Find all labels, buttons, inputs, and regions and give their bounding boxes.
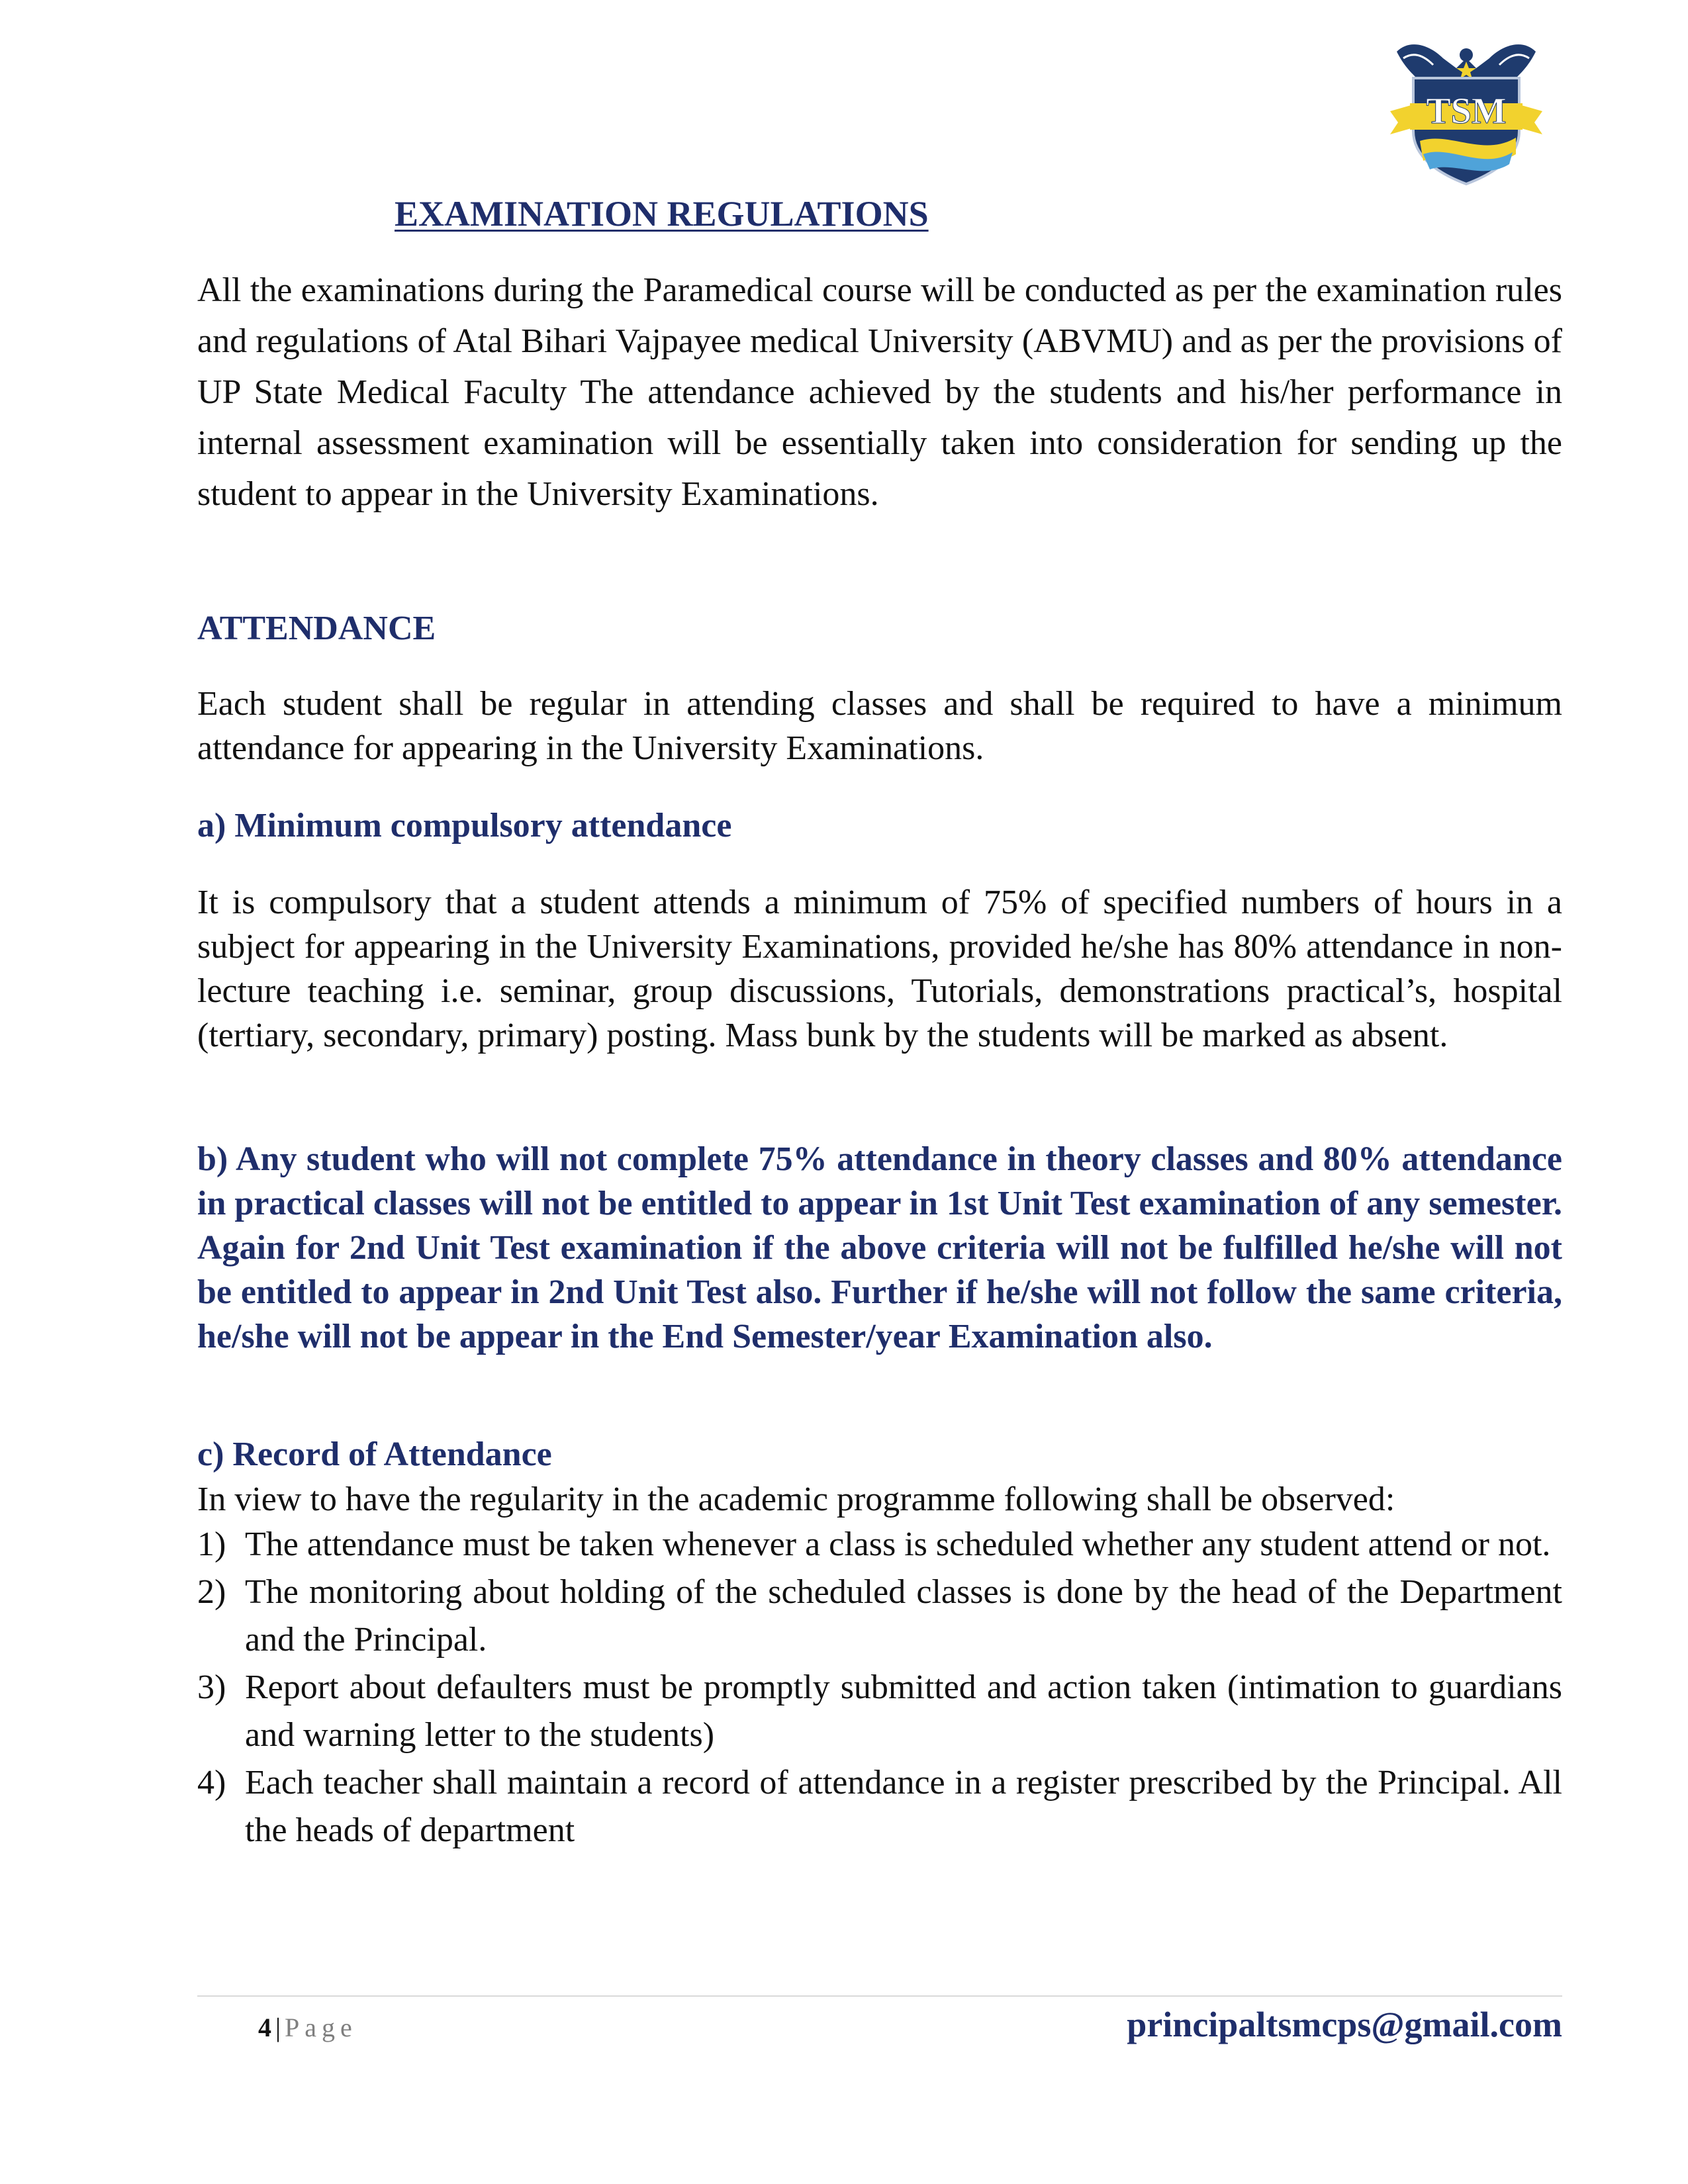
intro-paragraph: All the examinations during the Paramedical course will be conducted as per the examination rules and regulations of Atal Bihari Vajpayee medical University (ABVMU) and as per the provisions of UP State Medical Faculty The attendance achieved by the students and his/her performance in internal assessment examination will be essentially taken into consideration for sending up the student to appear in the University Examinations. <box>197 271 1562 513</box>
section-c-heading: c) Record of Attendance <box>197 1435 552 1473</box>
section-a-paragraph: It is compulsory that a student attends a minimum of 75% of specified numbers of hours in a subject for appearing in the University Examinations, provided he/she has 80% attendance in non-lecture teaching i.e. seminar, group discussions, Tutorials, demonstrations practical’s, hospital (tertiary, secondary, primary) posting. Mass bunk by the students will be marked as absent. <box>197 884 1562 1054</box>
page-word: Page <box>285 2013 357 2042</box>
list-item <box>197 1664 1562 1759</box>
list-item-text: Each teacher shall maintain a record of attendance in a register prescribed by the Principal. All the heads of department <box>245 1764 1562 1849</box>
attendance-heading: ATTENDANCE <box>197 610 436 647</box>
list-item-number: 1) <box>197 1525 226 1563</box>
list-item-text: The attendance must be taken whenever a class is scheduled whether any student attend or not. <box>245 1525 1551 1563</box>
college-logo-graphic <box>1383 32 1549 197</box>
page-title: EXAMINATION REGULATIONS <box>395 194 929 234</box>
page-number-label <box>258 2012 357 2043</box>
list-item <box>197 1569 1562 1664</box>
college-logo <box>1383 32 1549 197</box>
section-a-heading: a) Minimum compulsory attendance <box>197 807 732 844</box>
attendance-record-list <box>197 1521 1562 1854</box>
list-item-text: Report about defaulters must be promptly submitted and action taken (intimation to guardians and warning letter to the students) <box>245 1668 1562 1754</box>
list-item <box>197 1521 1562 1569</box>
list-item-number: 2) <box>197 1573 226 1611</box>
page-number: 4 <box>258 2013 271 2042</box>
list-item <box>197 1759 1562 1854</box>
footer-divider <box>197 1995 1562 1997</box>
section-b-paragraph: b) Any student who will not complete 75% attendance in theory classes and 80% attendance in practical classes will not be entitled to appear in 1st Unit Test examination of any semester. Again for 2nd Unit Test examination if the above criteria will not be fulfilled he/she will not be entitled to appear in 2nd Unit Test also. Further if he/she will not follow the same criteria, he/she will not be appear in the End Semester/year Examination also. <box>197 1140 1562 1355</box>
attendance-paragraph: Each student shall be regular in attending classes and shall be required to have a minimum attendance for appearing in the University Examinations. <box>197 685 1562 767</box>
list-item-number: 3) <box>197 1668 226 1706</box>
list-item-number: 4) <box>197 1764 226 1801</box>
page-separator: | <box>275 2013 281 2042</box>
list-item-text: The monitoring about holding of the scheduled classes is done by the head of the Department and the Principal. <box>245 1573 1562 1659</box>
logo-initials: TSM <box>1426 91 1507 132</box>
contact-email: principaltsmcps@gmail.com <box>1127 2005 1562 2044</box>
section-c-intro: In view to have the regularity in the academic programme following shall be observed: <box>197 1480 1395 1518</box>
